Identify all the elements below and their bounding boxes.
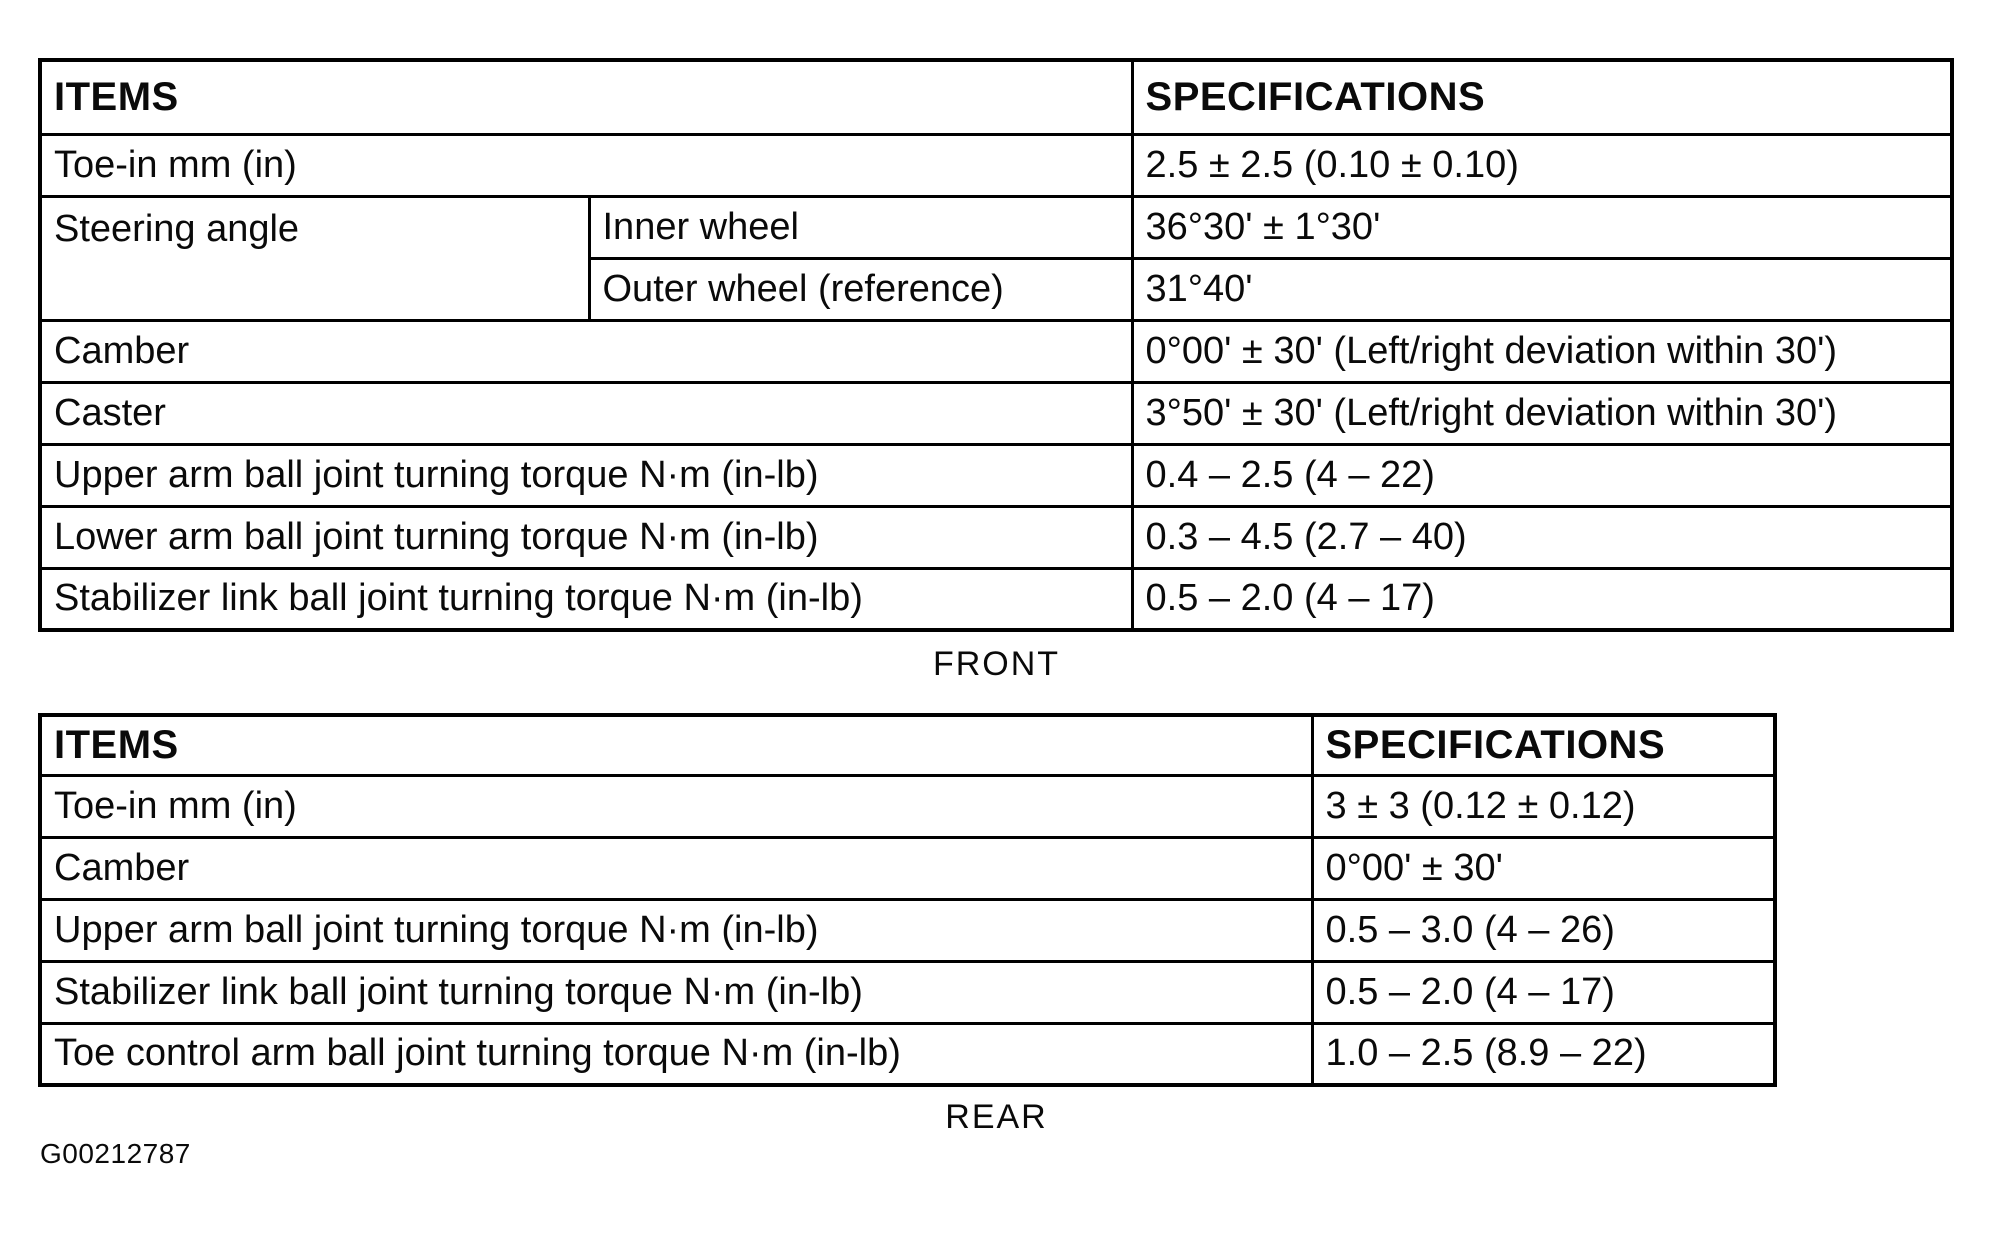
table-row: [40, 134, 1952, 196]
table-row: [40, 899, 1775, 961]
figure-id-label: G00212787: [40, 1138, 191, 1169]
table-row: [40, 837, 1775, 899]
spec-cell: 3 ± 3 (0.12 ± 0.12): [1312, 775, 1775, 837]
spec-cell: 36°30' ± 1°30': [1132, 196, 1952, 258]
table-header-row: [40, 715, 1775, 775]
table-row: [40, 196, 1952, 258]
item-cell: Upper arm ball joint turning torque N·m (in-lb): [40, 444, 1132, 506]
item-cell: Steering angle: [40, 196, 589, 320]
front-specifications-table: [38, 58, 1954, 632]
specifications-column-header: SPECIFICATIONS: [1312, 715, 1775, 775]
item-cell: Stabilizer link ball joint turning torque N·m (in-lb): [40, 961, 1312, 1023]
table-row: [40, 382, 1952, 444]
spec-cell: 0.5 – 2.0 (4 – 17): [1312, 961, 1775, 1023]
table-row: [40, 444, 1952, 506]
spec-cell: 2.5 ± 2.5 (0.10 ± 0.10): [1132, 134, 1952, 196]
item-cell: Upper arm ball joint turning torque N·m (in-lb): [40, 899, 1312, 961]
item-cell: Stabilizer link ball joint turning torque N·m (in-lb): [40, 568, 1132, 630]
table-row: [40, 568, 1952, 630]
spec-cell: 0°00' ± 30': [1312, 837, 1775, 899]
items-column-header: ITEMS: [40, 60, 1132, 134]
table-row: [40, 1023, 1775, 1085]
item-cell: Caster: [40, 382, 1132, 444]
item-cell: Camber: [40, 320, 1132, 382]
spec-cell: 0°00' ± 30' (Left/right deviation within 30'): [1132, 320, 1952, 382]
specifications-column-header: SPECIFICATIONS: [1132, 60, 1952, 134]
item-cell: Camber: [40, 837, 1312, 899]
table-header-row: [40, 60, 1952, 134]
table-row: [40, 775, 1775, 837]
table-row: [40, 506, 1952, 568]
spec-cell: 3°50' ± 30' (Left/right deviation within 30'): [1132, 382, 1952, 444]
table-row: [40, 961, 1775, 1023]
item-cell: Lower arm ball joint turning torque N·m (in-lb): [40, 506, 1132, 568]
item-cell: Toe control arm ball joint turning torque N·m (in-lb): [40, 1023, 1312, 1085]
item-cell: Toe-in mm (in): [40, 134, 1132, 196]
spec-cell: 0.5 – 2.0 (4 – 17): [1132, 568, 1952, 630]
rear-table-caption: REAR: [945, 1098, 1048, 1136]
sub-item-cell: Outer wheel (reference): [589, 258, 1132, 320]
items-column-header: ITEMS: [40, 715, 1312, 775]
front-table-caption: FRONT: [932, 645, 1061, 683]
table-row: [40, 320, 1952, 382]
spec-cell: 31°40': [1132, 258, 1952, 320]
rear-specifications-table: [38, 713, 1777, 1087]
sub-item-cell: Inner wheel: [589, 196, 1132, 258]
spec-cell: 0.4 – 2.5 (4 – 22): [1132, 444, 1952, 506]
spec-cell: 1.0 – 2.5 (8.9 – 22): [1312, 1023, 1775, 1085]
spec-cell: 0.3 – 4.5 (2.7 – 40): [1132, 506, 1952, 568]
spec-cell: 0.5 – 3.0 (4 – 26): [1312, 899, 1775, 961]
item-cell: Toe-in mm (in): [40, 775, 1312, 837]
